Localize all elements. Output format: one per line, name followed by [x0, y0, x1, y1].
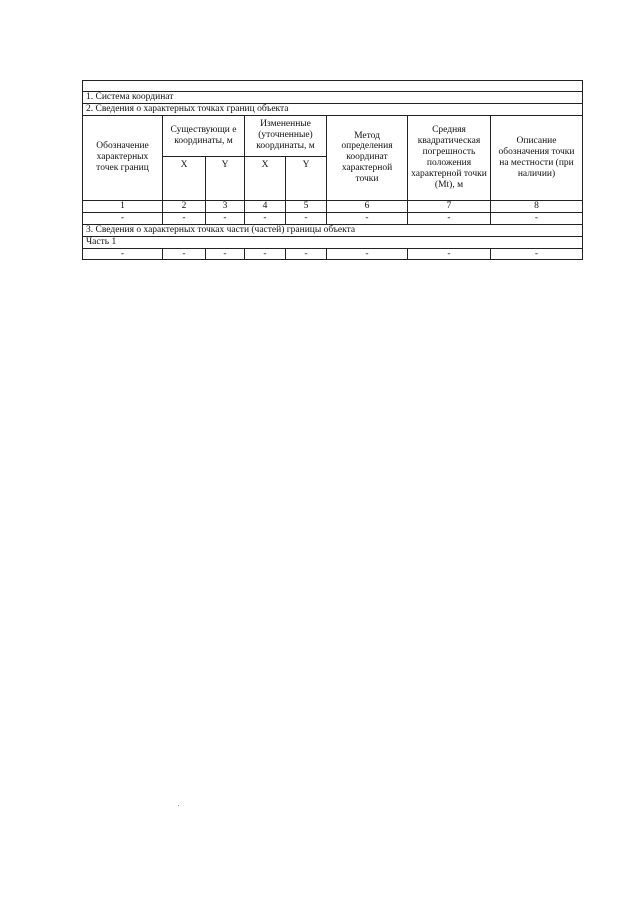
- column-number: 7: [408, 200, 491, 212]
- header-description: Описание обозначения точки на местности (при наличии): [491, 115, 583, 200]
- section-3-row: [83, 224, 583, 236]
- section-2-row: [83, 103, 583, 115]
- table-cell: -: [491, 212, 583, 224]
- header-changed-y: Y: [286, 156, 327, 200]
- table-cell: -: [327, 212, 408, 224]
- part-1-row: [83, 236, 583, 248]
- section-3-title: 3. Сведения о характерных точках части (частей) границы объекта: [83, 224, 583, 236]
- header-accuracy: Средняя квадратическая погрешность положения характерной точки (Mt), м: [408, 115, 491, 200]
- scan-speck: [178, 805, 179, 806]
- table-cell: -: [245, 212, 286, 224]
- header-row-1: [83, 115, 583, 156]
- header-changed-x: X: [245, 156, 286, 200]
- table-row: [83, 248, 583, 260]
- column-number: 4: [245, 200, 286, 212]
- table-cell: -: [163, 248, 206, 260]
- header-existing-y: Y: [206, 156, 245, 200]
- table-row: [83, 212, 583, 224]
- column-number-row: [83, 200, 583, 212]
- header-designation: Обозначение характерных точек границ: [83, 115, 163, 200]
- table-top-blank-row: [83, 81, 583, 92]
- table-cell: -: [327, 248, 408, 260]
- boundary-points-table: [82, 80, 583, 260]
- table-cell: -: [408, 248, 491, 260]
- column-number: 5: [286, 200, 327, 212]
- column-number: 3: [206, 200, 245, 212]
- part-1-label: Часть 1: [83, 236, 583, 248]
- column-number: 8: [491, 200, 583, 212]
- table-cell: -: [163, 212, 206, 224]
- table-cell: -: [83, 212, 163, 224]
- table-cell: -: [206, 248, 245, 260]
- table-cell: -: [245, 248, 286, 260]
- column-number: 1: [83, 200, 163, 212]
- table-cell: -: [206, 212, 245, 224]
- section-1-title: 1. Система координат: [83, 92, 583, 104]
- header-changed-coordinates: Измененные (уточненные) координаты, м: [245, 115, 327, 156]
- header-existing-coordinates: Существующи е координаты, м: [163, 115, 245, 156]
- section-2-title: 2. Сведения о характерных точках границ объекта: [83, 103, 583, 115]
- header-method: Метод определения координат характерной точки: [327, 115, 408, 200]
- section-1-row: [83, 92, 583, 104]
- header-existing-x: X: [163, 156, 206, 200]
- table-cell: -: [83, 248, 163, 260]
- table-cell: -: [408, 212, 491, 224]
- table-cell: -: [286, 212, 327, 224]
- table-cell: -: [491, 248, 583, 260]
- column-number: 2: [163, 200, 206, 212]
- table-cell: -: [286, 248, 327, 260]
- column-number: 6: [327, 200, 408, 212]
